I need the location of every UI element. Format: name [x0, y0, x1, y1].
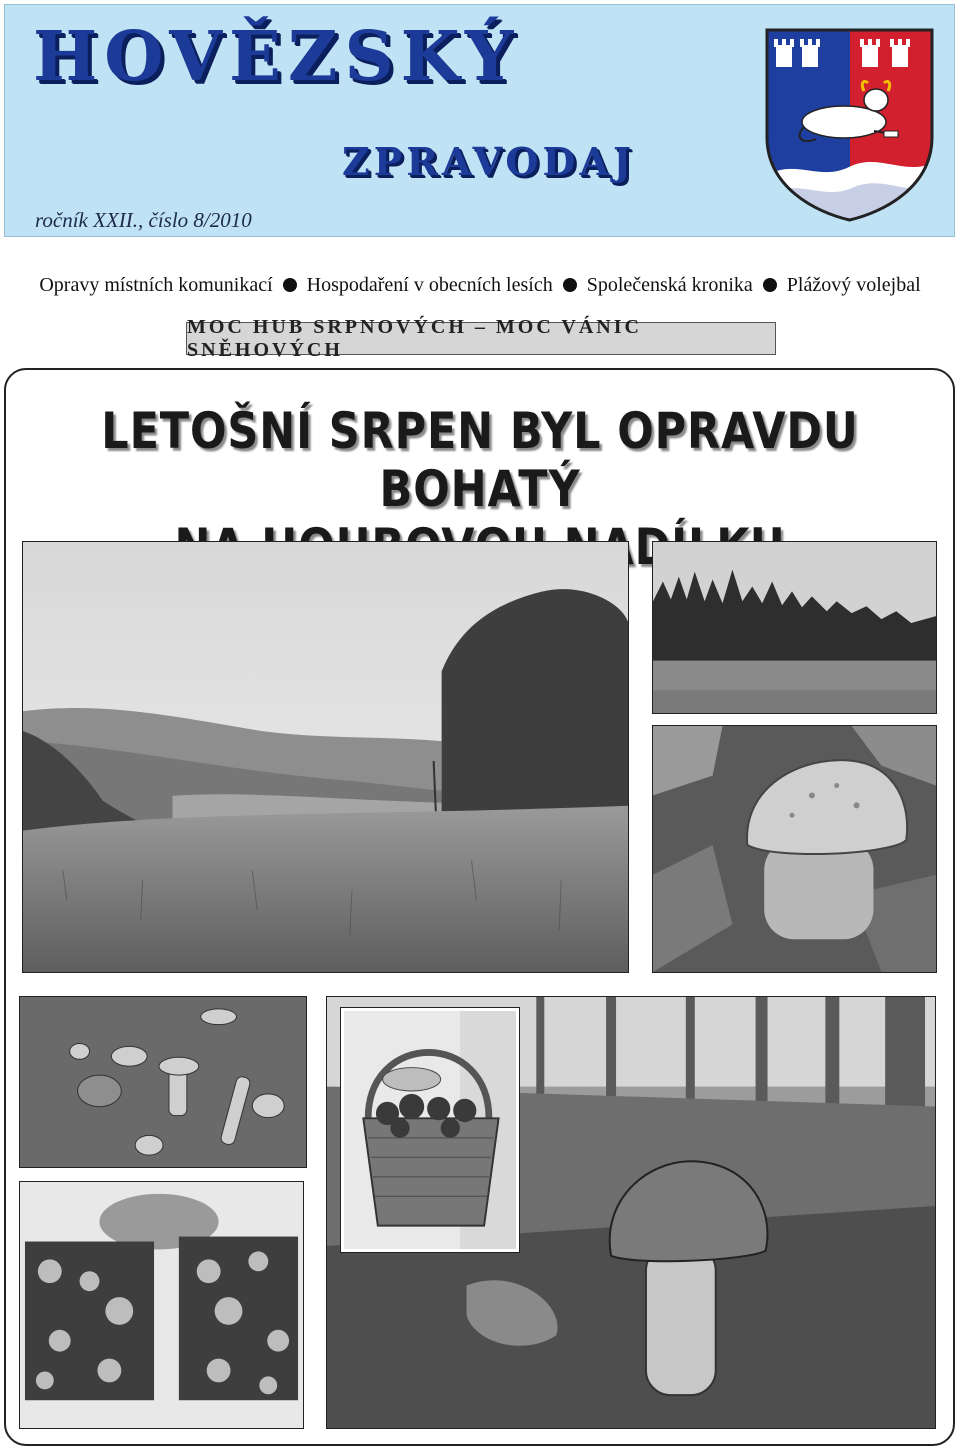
headline-line-1: LETOŠNÍ SRPEN BYL OPRAVDU BOHATÝ [101, 402, 859, 518]
topic-item: Společenská kronika [586, 273, 753, 296]
newspaper-subtitle: ZPRAVODAJ [342, 139, 635, 184]
mushroom-basket-photo [341, 1008, 519, 1252]
coat-of-arms-icon [764, 27, 935, 222]
porcini-closeup-photo [652, 725, 937, 973]
bullet-icon [563, 278, 577, 292]
valley-landscape-photo [22, 541, 629, 973]
kicker-text: MOC HUB SRPNOVÝCH – MOC VÁNIC SNĚHOVÝCH [187, 315, 642, 361]
issue-number: ročník XXII., číslo 8/2010 [35, 208, 252, 232]
bullet-icon [283, 278, 297, 292]
spruce-forest-meadow-photo [652, 541, 937, 714]
mushrooms-on-trays-photo [19, 1181, 304, 1429]
kicker-banner [186, 315, 776, 361]
topic-item: Hospodaření v obecních lesích [306, 273, 553, 296]
topic-item: Plážový volejbal [786, 273, 921, 296]
topics-line [0, 270, 960, 300]
newspaper-title: HOVĚZSKÝ [33, 17, 521, 97]
mushrooms-on-forest-floor-photo [19, 996, 307, 1168]
bullet-icon [763, 278, 777, 292]
masthead [4, 4, 955, 237]
topic-item: Opravy místních komunikací [39, 273, 273, 296]
